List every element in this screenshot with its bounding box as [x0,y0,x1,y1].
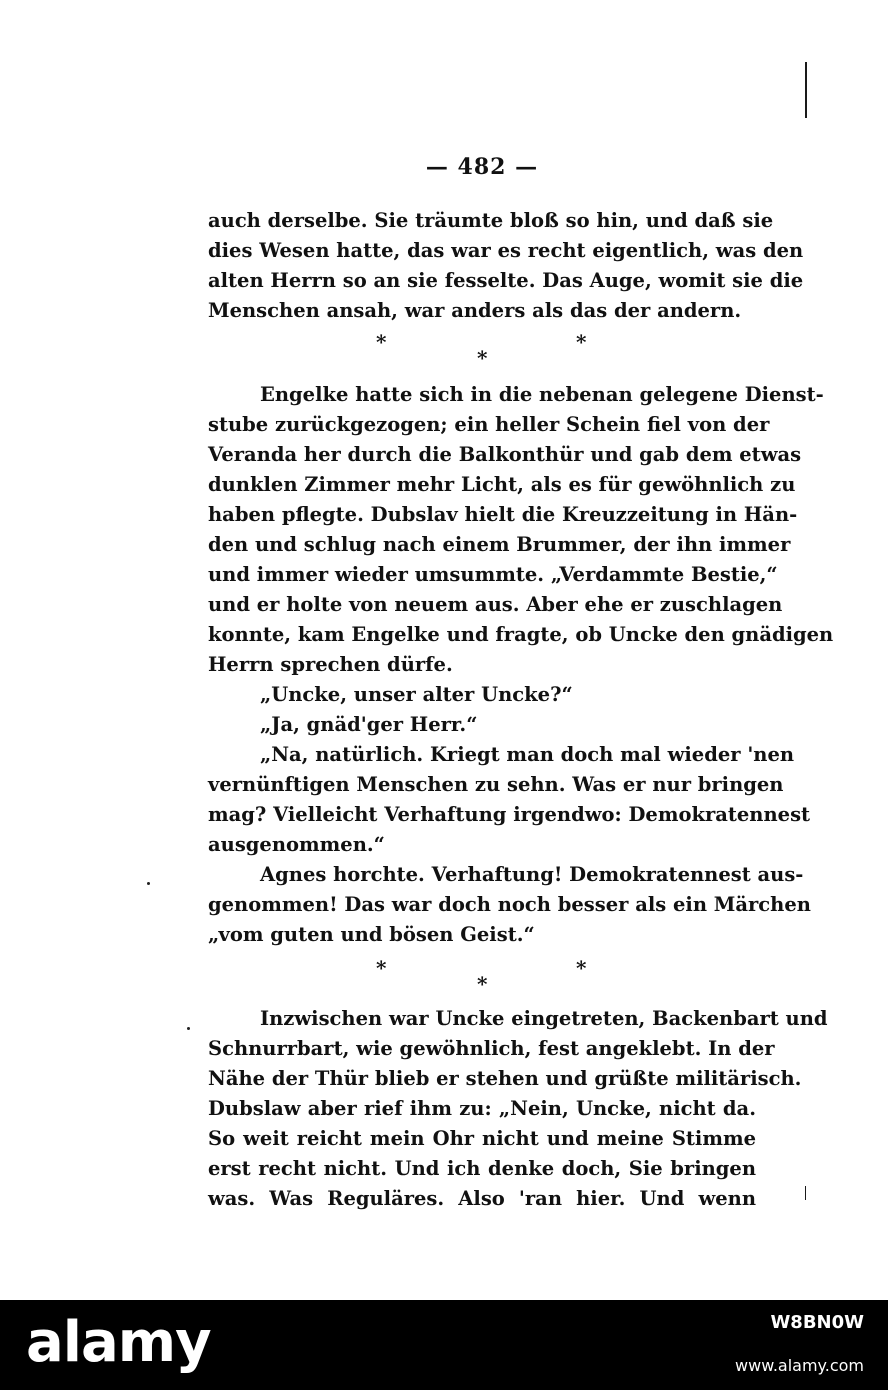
text-line: konnte, kam Engelke und fragte, ob Uncke den gnädigen [208,623,834,646]
text-line: „Uncke, unser alter Uncke?“ [260,683,573,706]
text-line: vernünftigen Menschen zu sehn. Was er nur bringen [208,773,784,796]
text-line: „Na, natürlich. Kriegt man doch mal wieder 'nen [260,743,795,766]
text-line: Menschen ansah, war anders als das der andern. [208,299,742,322]
text-line: und immer wieder umsummte. „Verdammte Bestie,“ [208,563,778,586]
text-line: ausgenommen.“ [208,833,385,856]
text-line: alten Herrn so an sie fesselte. Das Auge, womit sie die [208,269,804,292]
text-line: mag? Vielleicht Verhaftung irgendwo: Demokratennest [208,803,811,826]
text-line: erst recht nicht. Und ich denke doch, Sie bringen [208,1157,756,1180]
page-number: — 482 — [425,154,539,180]
scan-edge-mark [805,1186,806,1200]
separator-asterisk: * [576,330,587,354]
text-line: Schnurrbart, wie gewöhnlich, fest angeklebt. In der [208,1037,775,1060]
text-line: genommen! Das war doch noch besser als ein Märchen [208,893,811,916]
text-line: Herrn sprechen dürfe. [208,653,453,676]
brand-logo: alamy [26,1310,211,1375]
text-line: den und schlug nach einem Brummer, der ihn immer [208,533,791,556]
text-line: Inzwischen war Uncke eingetreten, Backenbart und [260,1007,828,1030]
text-line: dies Wesen hatte, das war es recht eigentlich, was den [208,239,804,262]
text-line: Agnes horchte. Verhaftung! Demokratennest aus- [260,863,804,886]
text-line: auch derselbe. Sie träumte bloß so hin, und daß sie [208,209,774,232]
text-line: dunklen Zimmer mehr Licht, als es für gewöhnlich zu [208,473,796,496]
text-line: was. Was Reguläres. Also 'ran hier. Und wenn [208,1187,756,1210]
separator-asterisk: * [376,330,387,354]
text-line: Engelke hatte sich in die nebenan gelegene Dienst- [260,383,824,406]
scan-speck [147,882,150,885]
image-id: W8BN0W [770,1312,864,1333]
text-line: Nähe der Thür blieb er stehen und grüßte militärisch. [208,1067,802,1090]
text-line: Dubslaw aber rief ihm zu: „Nein, Uncke, nicht da. [208,1097,756,1120]
text-line: „vom guten und bösen Geist.“ [208,923,535,946]
separator-asterisk: * [576,956,587,980]
text-line: Veranda her durch die Balkonthür und gab dem etwas [208,443,802,466]
scan-speck [187,1027,190,1030]
scan-edge-mark [805,62,807,118]
separator-asterisk: * [477,346,488,370]
separator-asterisk: * [477,972,488,996]
text-line: und er holte von neuem aus. Aber ehe er zuschlagen [208,593,783,616]
text-line: „Ja, gnäd'ger Herr.“ [260,713,478,736]
separator-asterisk: * [376,956,387,980]
text-line: So weit reicht mein Ohr nicht und meine Stimme [208,1127,756,1150]
footer-url: www.alamy.com [735,1356,864,1375]
text-line: stube zurückgezogen; ein heller Schein fiel von der [208,413,770,436]
stock-footer [0,1300,888,1390]
text-line: haben pflegte. Dubslav hielt die Kreuzzeitung in Hän- [208,503,798,526]
